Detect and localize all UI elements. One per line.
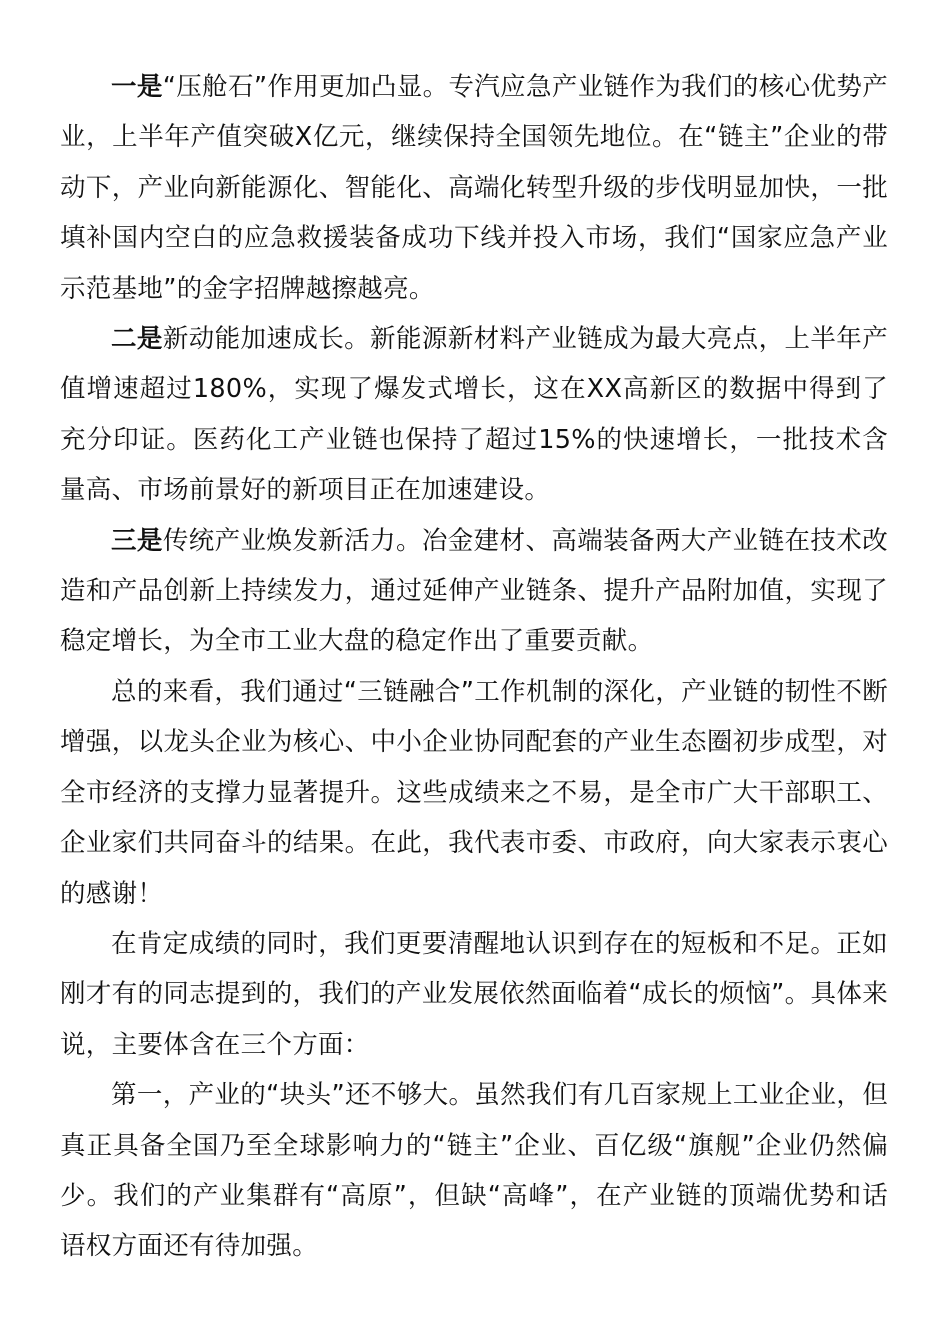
- paragraph-lead: 二是: [111, 324, 163, 355]
- paragraph-summary: [60, 667, 888, 919]
- paragraph-first-issue: [60, 1070, 888, 1272]
- paragraph-text: 总的来看，我们通过“三链融合”工作机制的深化，产业链的韧性不断增强，以龙头企业为核心、中小企业协同配套的产业生态圈初步成型，对全市经济的支撑力显著提升。这些成绩来之不易，是全市广大干部职工、企业家们共同奋斗的结果。在此，我代表市委、市政府，向大家表示衷心的感谢！: [60, 676, 888, 909]
- paragraph-two-is: [60, 314, 888, 516]
- document-body: [60, 62, 888, 1272]
- paragraph-text: 在肯定成绩的同时，我们更要清醒地认识到存在的短板和不足。正如刚才有的同志提到的，我们的产业发展依然面临着“成长的烦恼”。具体来说，主要体含在三个方面：: [60, 928, 888, 1060]
- paragraph-three-is: [60, 516, 888, 667]
- paragraph-lead: 一是: [111, 72, 163, 102]
- paragraph-text: 传统产业焕发新活力。冶金建材、高端装备两大产业链在技术改造和产品创新上持续发力，通过延伸产业链条、提升产品附加值，实现了稳定增长，为全市工业大盘的稳定作出了重要贡献。: [60, 525, 888, 657]
- paragraph-text: 第一，产业的“块头”还不够大。虽然我们有几百家规上工业企业，但真正具备全国乃至全球影响力的“链主”企业、百亿级“旗舰”企业仍然偏少。我们的产业集群有“高原”，但缺“高峰”，在产业链的顶端优势和话语权方面还有待加强。: [60, 1080, 888, 1262]
- paragraph-one-is: [60, 62, 888, 314]
- paragraph-lead: 三是: [111, 525, 163, 556]
- paragraph-text: “压舱石”作用更加凸显。专汽应急产业链作为我们的核心优势产业，上半年产值突破X亿元，继续保持全国领先地位。在“链主”企业的带动下，产业向新能源化、智能化、高端化转型升级的步伐明显加快，一批填补国内空白的应急救援装备成功下线并投入市场，我们“国家应急产业示范基地”的金字招牌越擦越亮。: [60, 72, 888, 304]
- paragraph-shortcomings: [60, 919, 888, 1070]
- paragraph-text: 新动能加速成长。新能源新材料产业链成为最大亮点，上半年产值增速超过180%，实现了爆发式增长，这在XX高新区的数据中得到了充分印证。医药化工产业链也保持了超过15%的快速增长，一批技术含量高、市场前景好的新项目正在加速建设。: [60, 324, 888, 506]
